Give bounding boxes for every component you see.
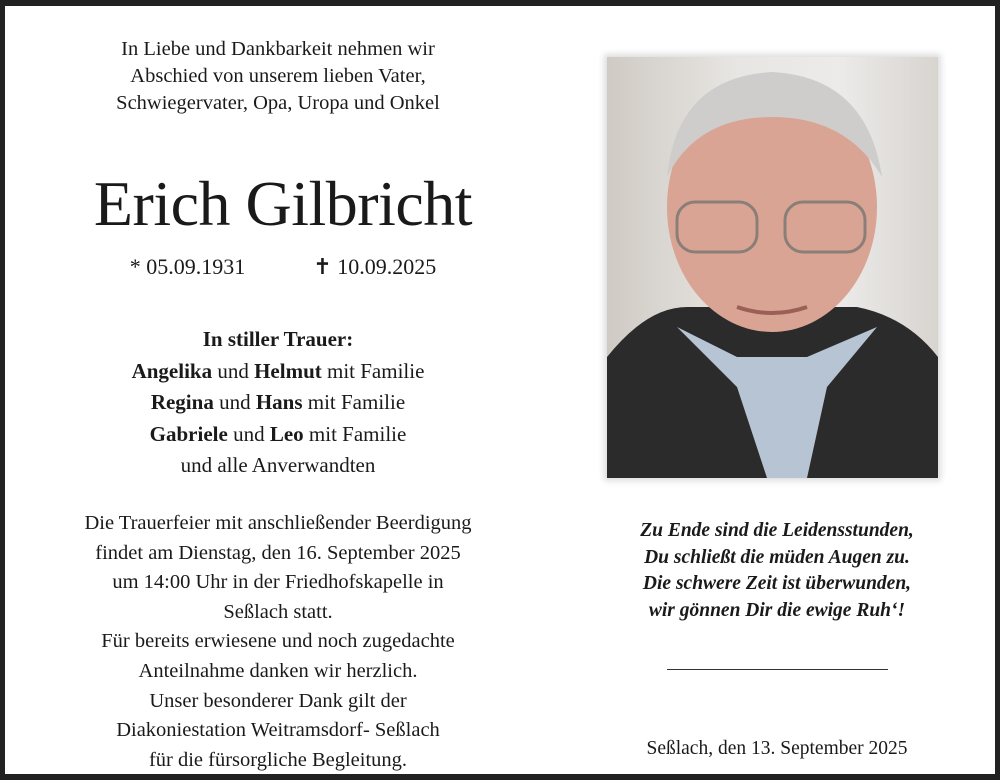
poem-line: Du schließt die müden Augen zu. — [644, 546, 910, 568]
mourner-name: Gabriele — [149, 421, 228, 446]
poem-line: Die schwere Zeit ist überwunden, — [642, 573, 912, 594]
mourner-name: Leo — [269, 421, 304, 446]
intro-line: In Liebe und Dankbarkeit nehmen wir — [121, 38, 435, 60]
portrait-illustration — [607, 57, 938, 478]
body-line: findet am Dienstag, den 16. September 2025 — [95, 541, 461, 564]
body-line: Diakoniestation Weitramsdorf- Seßlach — [116, 719, 440, 742]
conj: und — [213, 390, 256, 414]
deceased-name: Erich Gilbricht — [93, 168, 473, 239]
obituary-card — [5, 6, 995, 774]
poem-line: Zu Ende sind die Leidensstunden, — [640, 520, 914, 541]
mourner-name: Helmut — [254, 358, 322, 383]
mourner-name: Angelika — [131, 358, 213, 383]
mourning-heading: In stiller Trauer: — [202, 327, 354, 351]
mourner-name: Hans — [255, 390, 303, 414]
body-line: Unser besonderer Dank gilt der — [149, 689, 407, 712]
body-line: um 14:00 Uhr in der Friedhofskapelle in — [112, 571, 444, 594]
other-relatives: und alle Anverwandten — [180, 453, 376, 477]
body-line: Die Trauerfeier mit anschließender Beerdigung — [84, 512, 472, 534]
body-line: Seßlach statt. — [223, 600, 333, 623]
intro-text — [5, 36, 551, 117]
family-line — [5, 387, 551, 419]
place-date: Seßlach, den 13. September 2025 — [646, 738, 908, 759]
death-date: ✝ 10.09.2025 — [313, 254, 437, 279]
divider-line — [667, 669, 888, 670]
family-line — [5, 356, 551, 388]
body-line: Anteilnahme danken wir herzlich. — [138, 659, 418, 682]
body-line: Für bereits erwiesene und noch zugedachte — [101, 630, 455, 653]
family-suffix: mit Familie — [321, 358, 425, 383]
portrait-photo — [607, 57, 938, 478]
family-suffix: mit Familie — [302, 390, 406, 414]
birth-date: * 05.09.1931 — [129, 254, 246, 279]
conj: und — [227, 421, 270, 446]
mourners — [5, 324, 551, 482]
poem-line: wir gönnen Dir die ewige Ruh‘! — [648, 599, 906, 621]
family-line — [5, 419, 551, 451]
mourner-name: Regina — [150, 390, 214, 414]
conj: und — [212, 358, 255, 383]
body-line: für die fürsorgliche Begleitung. — [148, 748, 408, 771]
intro-line: Schwiegervater, Opa, Uropa und Onkel — [116, 92, 440, 114]
service-info — [5, 509, 551, 775]
poem — [577, 518, 977, 624]
life-dates — [5, 252, 561, 282]
intro-line: Abschied von unserem lieben Vater, — [130, 65, 426, 87]
family-suffix: mit Familie — [303, 421, 407, 446]
